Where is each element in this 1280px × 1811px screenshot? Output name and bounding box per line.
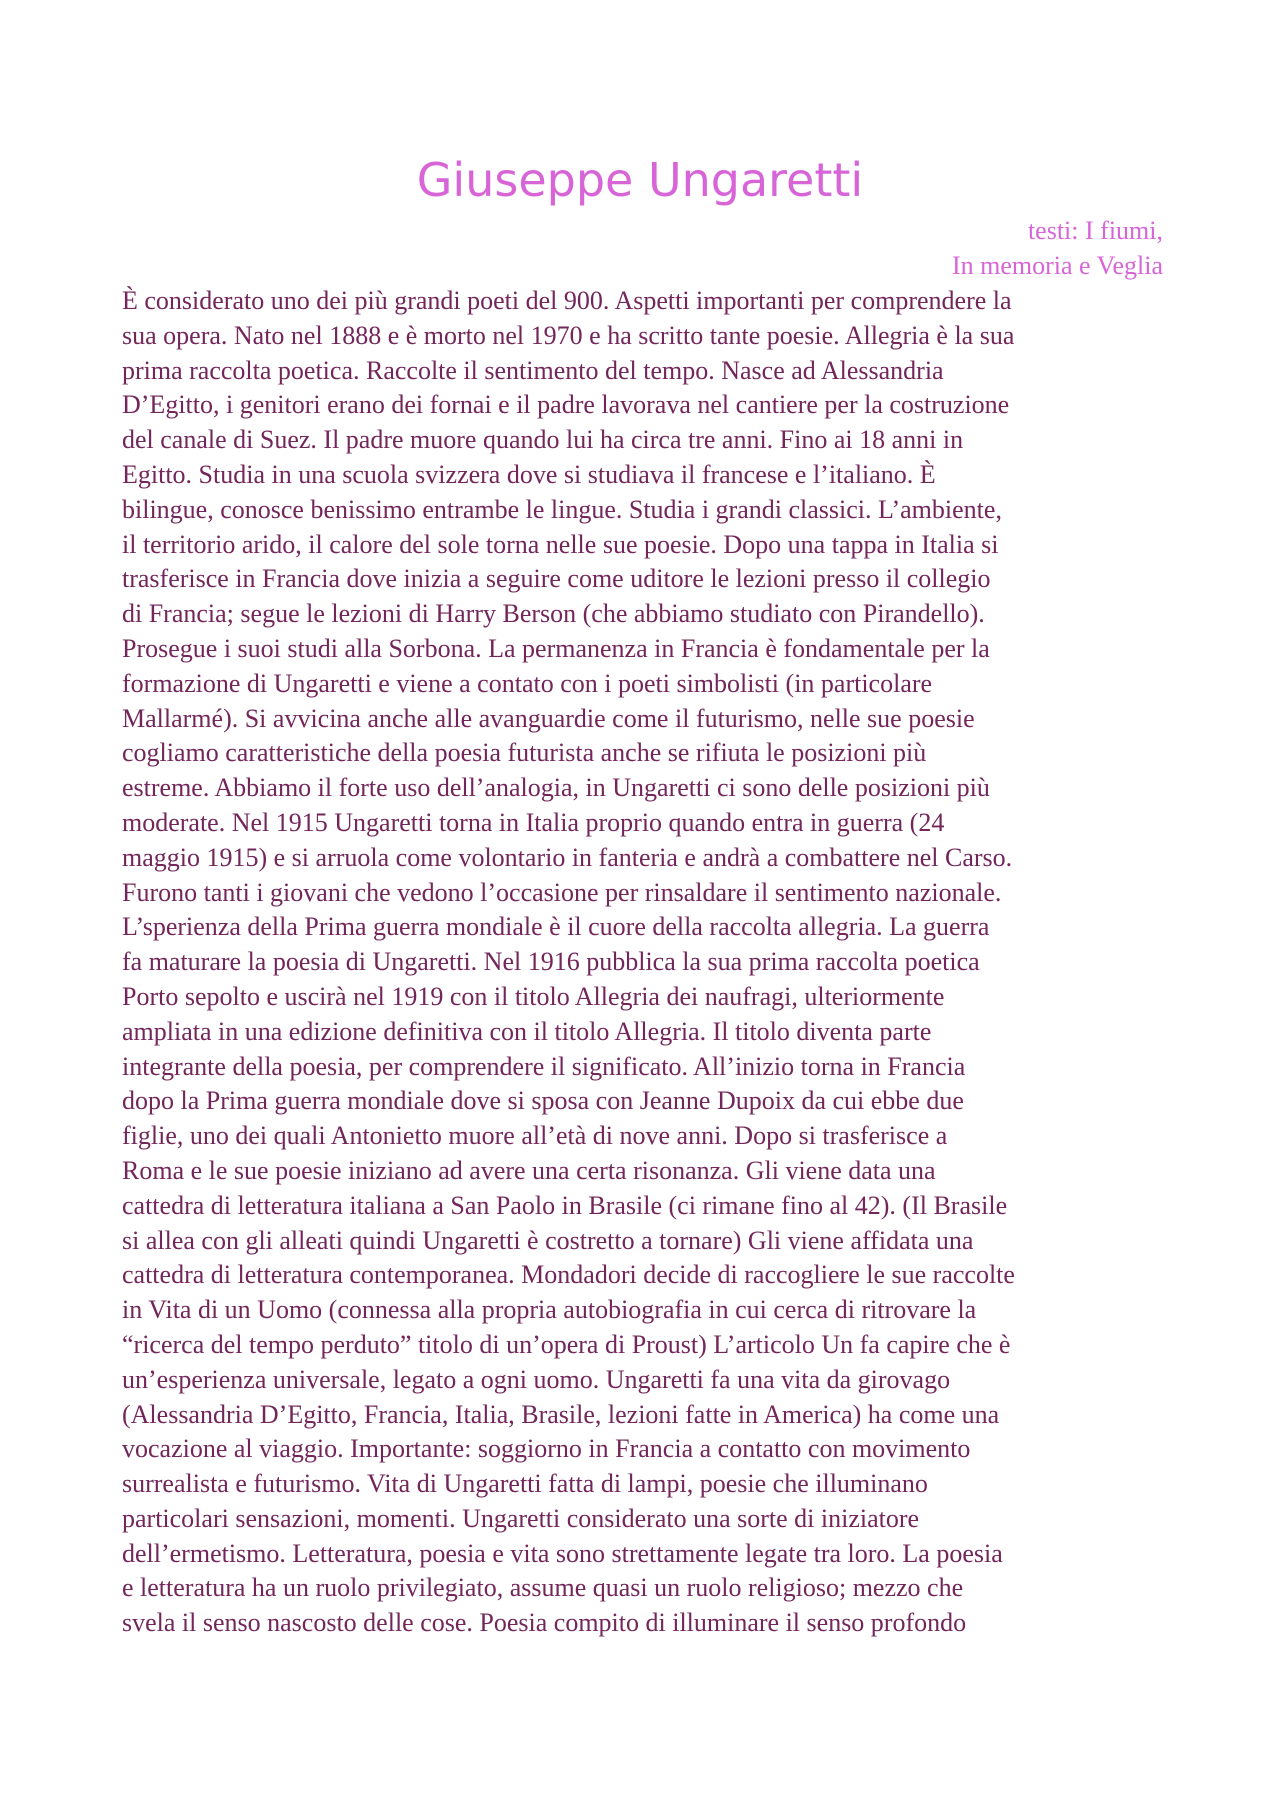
body-text-line: Furono tanti i giovani che vedono l’occasione per rinsaldare il sentimento nazionale.: [122, 877, 1002, 907]
body-text-line: integrante della poesia, per comprendere il significato. All’inizio torna in Francia: [122, 1051, 966, 1081]
body-text-line: vocazione al viaggio. Importante: soggiorno in Francia a contatto con movimento: [122, 1434, 971, 1464]
body-text-line: fa maturare la poesia di Ungaretti. Nel 1916 pubblica la sua prima raccolta poetica: [122, 947, 980, 977]
body-text-line: formazione di Ungaretti e viene a contato con i poeti simbolisti (in particolare: [122, 668, 933, 698]
body-text-line: cattedra di letteratura italiana a San Paolo in Brasile (ci rimane fino al 42). (Il Brasile: [122, 1190, 1008, 1220]
body-text-line: Prosegue i suoi studi alla Sorbona. La permanenza in Francia è fondamentale per la: [122, 633, 990, 663]
body-text-line: dopo la Prima guerra mondiale dove si sposa con Jeanne Dupoix da cui ebbe due: [122, 1086, 964, 1116]
body-text-line: “ricerca del tempo perduto” titolo di un’opera di Proust) L’articolo Un fa capire che è: [122, 1329, 1011, 1359]
body-text-line: cogliamo caratteristiche della poesia futurista anche se rifiuta le posizioni più: [122, 738, 927, 768]
body-text-line: svela il senso nascosto delle cose. Poesia compito di illuminare il senso profondo: [122, 1608, 967, 1638]
body-text-line: Porto sepolto e uscirà nel 1919 con il titolo Allegria dei naufragi, ulteriormente: [122, 981, 945, 1011]
body-text-line: il territorio arido, il calore del sole torna nelle sue poesie. Dopo una tappa in Italia si: [122, 529, 999, 559]
subtitle-line: In memoria e Veglia: [951, 251, 1163, 280]
body-text-line: trasferisce in Francia dove inizia a seguire come uditore le lezioni presso il collegio: [122, 564, 991, 594]
body-text-line: È considerato uno dei più grandi poeti del 900. Aspetti importanti per comprendere la: [122, 286, 1012, 315]
body-text-line: Roma e le sue poesie iniziano ad avere una certa risonanza. Gli viene data una: [122, 1155, 936, 1185]
body-text-line: dell’ermetismo. Letteratura, poesia e vita sono strettamente legate tra loro. La poesia: [122, 1538, 1003, 1568]
subtitle-line: testi: I fiumi,: [1027, 216, 1163, 245]
body-text-line: L’sperienza della Prima guerra mondiale è il cuore della raccolta allegria. La guerra: [122, 912, 990, 942]
body-text-line: del canale di Suez. Il padre muore quando lui ha circa tre anni. Fino ai 18 anni in: [122, 425, 964, 455]
body-paragraph: [122, 284, 1163, 1641]
body-text-line: maggio 1915) e si arruola come volontario in fanteria e andrà a combattere nel Carso.: [122, 842, 1013, 872]
body-text-line: si allea con gli alleati quindi Ungaretti è costretto a tornare) Gli viene affidata una: [122, 1225, 974, 1255]
body-text-line: (Alessandria D’Egitto, Francia, Italia, Brasile, lezioni fatte in America) ha come una: [122, 1399, 1000, 1429]
body-text-line: moderate. Nel 1915 Ungaretti torna in Italia proprio quando entra in guerra (24: [122, 807, 945, 837]
body-text-line: D’Egitto, i genitori erano dei fornai e il padre lavorava nel cantiere per la costruzione: [122, 390, 1010, 420]
body-text-line: un’esperienza universale, legato a ogni uomo. Ungaretti fa una vita da girovago: [122, 1364, 951, 1394]
body-text-line: sua opera. Nato nel 1888 e è morto nel 1970 e ha scritto tante poesie. Allegria è la sua: [122, 320, 1015, 350]
body-text-line: cattedra di letteratura contemporanea. Mondadori decide di raccogliere le sue raccolte: [122, 1260, 1015, 1290]
body-text-line: figlie, uno dei quali Antonietto muore all’età di nove anni. Dopo si trasferisce a: [122, 1121, 948, 1151]
body-text-line: surrealista e futurismo. Vita di Ungaretti fatta di lampi, poesie che illuminano: [122, 1469, 928, 1499]
body-text-line: di Francia; segue le lezioni di Harry Berson (che abbiamo studiato con Pirandello).: [122, 599, 985, 629]
page-title: Giuseppe Ungaretti: [416, 153, 864, 207]
body-text-line: bilingue, conosce benissimo entrambe le lingue. Studia i grandi classici. L’ambiente,: [122, 494, 1002, 524]
body-text-line: e letteratura ha un ruolo privilegiato, assume quasi un ruolo religioso; mezzo che: [122, 1573, 964, 1603]
texts-subtitle: [952, 213, 1163, 283]
body-text-line: in Vita di un Uomo (connessa alla propria autobiografia in cui cerca di ritrovare la: [122, 1295, 977, 1325]
body-text-line: Mallarmé). Si avvicina anche alle avanguardie come il futurismo, nelle sue poesie: [122, 703, 975, 733]
body-text-line: ampliata in una edizione definitiva con il titolo Allegria. Il titolo diventa parte: [122, 1016, 932, 1046]
body-text-line: particolari sensazioni, momenti. Ungaretti considerato una sorte di iniziatore: [122, 1503, 920, 1533]
body-text-line: estreme. Abbiamo il forte uso dell’analogia, in Ungaretti ci sono delle posizioni più: [122, 773, 990, 803]
body-text-line: prima raccolta poetica. Raccolte il sentimento del tempo. Nasce ad Alessandria: [122, 355, 944, 385]
body-text-line: Egitto. Studia in una scuola svizzera dove si studiava il francese e l’italiano. È: [122, 459, 936, 489]
